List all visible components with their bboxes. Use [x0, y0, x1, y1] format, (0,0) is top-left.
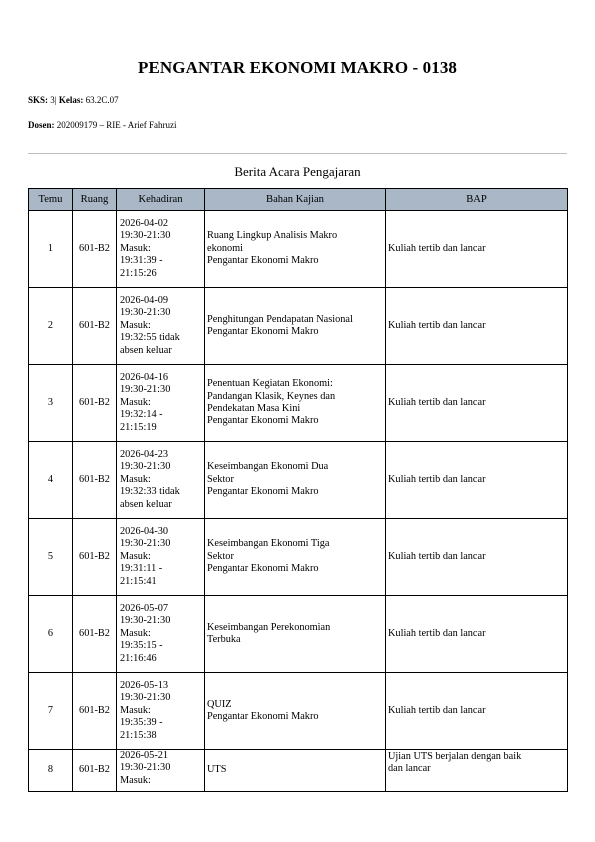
bahan-kajian-line: Keseimbangan Perekonomian [207, 621, 331, 633]
temu-cell: 3 [29, 365, 73, 442]
dosen-value: 202009179 – RIE - Arief Fahruzi [56, 120, 177, 130]
kehadiran-out: absen keluar [120, 344, 172, 356]
table-row [29, 288, 568, 365]
bahan-kajian-cell [205, 673, 386, 750]
bap-line: Kuliah tertib dan lancar [388, 319, 486, 331]
kehadiran-date: 2026-04-30 [120, 525, 169, 537]
bap-cell [386, 519, 568, 596]
kehadiran-cell [117, 673, 205, 750]
kehadiran-in: 19:32:14 - [120, 409, 163, 421]
temu-cell: 7 [29, 673, 73, 750]
kehadiran-out: 21:15:19 [120, 421, 157, 433]
kehadiran-date: 2026-04-02 [120, 217, 169, 229]
kelas-value: 63.2C.07 [85, 95, 119, 105]
bahan-kajian-line: Pengantar Ekonomi Makro [207, 326, 319, 337]
kehadiran-date: 2026-05-21 [120, 750, 169, 761]
kehadiran-date: 2026-05-07 [120, 602, 169, 614]
bap-line: Ujian UTS berjalan dengan baik [388, 751, 522, 762]
kehadiran-in: 19:31:11 - [120, 563, 163, 575]
kehadiran-date: 2026-04-09 [120, 294, 169, 306]
kehadiran-masuk: Masuk: [120, 242, 151, 254]
bap-line: Kuliah tertib dan lancar [388, 704, 486, 716]
bahan-kajian-cell [205, 211, 386, 288]
section-title: Berita Acara Pengajaran [234, 164, 361, 179]
bap-line: Kuliah tertib dan lancar [388, 396, 486, 408]
ruang-cell: 601-B2 [73, 365, 117, 442]
kehadiran-masuk: Masuk: [120, 319, 151, 331]
header-temu: Temu [29, 189, 73, 211]
kehadiran-time: 19:30-21:30 [120, 307, 171, 319]
dosen-label: Dosen: [28, 120, 55, 130]
kehadiran-masuk: Masuk: [120, 550, 151, 562]
kehadiran-masuk: Masuk: [120, 627, 151, 639]
bahan-kajian-line: Pengantar Ekonomi Makro [207, 711, 319, 722]
kehadiran-out: absen keluar [120, 498, 172, 510]
ruang-cell: 601-B2 [73, 519, 117, 596]
ruang-cell: 601-B2 [73, 596, 117, 673]
document-title: PENGANTAR EKONOMI MAKRO - 0138 [137, 58, 458, 77]
kehadiran-cell [117, 211, 205, 288]
kehadiran-in: 19:35:15 - [120, 640, 163, 652]
bap-line: Kuliah tertib dan lancar [388, 473, 486, 485]
header-bap: BAP [386, 189, 568, 211]
bap-cell [386, 596, 568, 673]
bap-line: dan lancar [388, 763, 431, 775]
bahan-kajian-line: Sektor [207, 473, 234, 485]
kehadiran-time: 19:30-21:30 [120, 461, 171, 473]
bahan-kajian-line: Pengantar Ekonomi Makro [207, 563, 319, 575]
bap-cell [386, 442, 568, 519]
kehadiran-in: 19:32:55 tidak [120, 332, 180, 344]
kehadiran-time: 19:30-21:30 [120, 615, 171, 627]
kehadiran-out: 21:15:26 [120, 267, 157, 279]
bap-cell [386, 673, 568, 750]
kehadiran-cell [117, 442, 205, 519]
kehadiran-time: 19:30-21:30 [120, 384, 171, 396]
kehadiran-masuk: Masuk: [120, 396, 151, 408]
kehadiran-time: 19:30-21:30 [120, 762, 171, 774]
kehadiran-in: 19:35:39 - [120, 717, 163, 729]
table-header-row [29, 189, 568, 211]
kehadiran-cell [117, 365, 205, 442]
bap-table [28, 188, 568, 792]
bahan-kajian-cell [205, 596, 386, 673]
bahan-kajian-line: Sektor [207, 550, 234, 562]
kehadiran-time: 19:30-21:30 [120, 538, 171, 550]
bap-line: Kuliah tertib dan lancar [388, 242, 486, 254]
separator: | [54, 95, 57, 105]
kehadiran-masuk: Masuk: [120, 704, 151, 716]
kehadiran-date: 2026-05-13 [120, 679, 169, 691]
bahan-kajian-line: ekonomi [207, 242, 244, 254]
bap-cell [386, 211, 568, 288]
temu-cell: 1 [29, 211, 73, 288]
ruang-cell: 601-B2 [73, 288, 117, 365]
ruang-cell: 601-B2 [73, 673, 117, 750]
kehadiran-cell [117, 596, 205, 673]
kehadiran-out: 21:15:41 [120, 575, 157, 587]
temu-cell: 6 [29, 596, 73, 673]
kehadiran-cell [117, 288, 205, 365]
table-row [29, 596, 568, 673]
kehadiran-in: 19:31:39 - [120, 255, 163, 267]
temu-cell: 8 [29, 750, 73, 792]
bahan-kajian-line: QUIZ [207, 698, 232, 710]
kehadiran-masuk: Masuk: [120, 774, 151, 786]
table-row [29, 211, 568, 288]
kehadiran-out: 21:16:46 [120, 652, 157, 664]
ruang-cell: 601-B2 [73, 211, 117, 288]
table-row [29, 519, 568, 596]
kehadiran-time: 19:30-21:30 [120, 230, 171, 242]
table-row [29, 442, 568, 519]
header-bahan-kajian: Bahan Kajian [205, 189, 386, 211]
bahan-kajian-line: Terbuka [207, 634, 241, 645]
kehadiran-cell [117, 519, 205, 596]
temu-cell: 4 [29, 442, 73, 519]
bahan-kajian-line: Pengantar Ekonomi Makro [207, 486, 319, 498]
bahan-kajian-line: Pengantar Ekonomi Makro [207, 415, 319, 427]
ruang-cell: 601-B2 [73, 442, 117, 519]
table-row [29, 673, 568, 750]
temu-cell: 5 [29, 519, 73, 596]
kehadiran-date: 2026-04-16 [120, 371, 169, 383]
kelas-label: Kelas: [58, 95, 84, 105]
kehadiran-date: 2026-04-23 [120, 448, 169, 460]
header-kehadiran: Kehadiran [117, 189, 205, 211]
bahan-kajian-line: Ruang Lingkup Analisis Makro [207, 230, 338, 242]
bap-line: Kuliah tertib dan lancar [388, 550, 486, 562]
kehadiran-masuk: Masuk: [120, 473, 151, 485]
temu-cell: 2 [29, 288, 73, 365]
table-row [29, 365, 568, 442]
bahan-kajian-line: Pendekatan Masa Kini [207, 403, 301, 414]
kehadiran-in: 19:32:33 tidak [120, 486, 180, 498]
bap-cell [386, 365, 568, 442]
bahan-kajian-cell [205, 750, 386, 792]
kehadiran-cell [117, 750, 205, 792]
ruang-cell: 601-B2 [73, 750, 117, 792]
bahan-kajian-cell [205, 288, 386, 365]
bahan-kajian-line: Penentuan Kegiatan Ekonomi: [207, 378, 333, 390]
sks-label: SKS: [28, 95, 49, 105]
header-ruang: Ruang [73, 189, 117, 211]
bap-line: Kuliah tertib dan lancar [388, 627, 486, 639]
table-row [29, 750, 568, 792]
bahan-kajian-line: Keseimbangan Ekonomi Tiga [207, 538, 330, 550]
kehadiran-time: 19:30-21:30 [120, 692, 171, 704]
kehadiran-out: 21:15:38 [120, 729, 157, 741]
bahan-kajian-cell [205, 442, 386, 519]
bahan-kajian-line: Pandangan Klasik, Keynes dan [207, 390, 336, 402]
bahan-kajian-line: Keseimbangan Ekonomi Dua [207, 461, 329, 473]
bap-cell [386, 750, 568, 792]
sks-value: 3 [50, 95, 55, 105]
divider [28, 153, 567, 154]
lecturer-info [28, 120, 176, 130]
bahan-kajian-line: Penghitungan Pendapatan Nasional [207, 313, 353, 325]
bahan-kajian-line: UTS [207, 764, 227, 776]
bahan-kajian-cell [205, 519, 386, 596]
bahan-kajian-cell [205, 365, 386, 442]
bahan-kajian-line: Pengantar Ekonomi Makro [207, 255, 319, 267]
bap-cell [386, 288, 568, 365]
course-info [28, 95, 119, 105]
